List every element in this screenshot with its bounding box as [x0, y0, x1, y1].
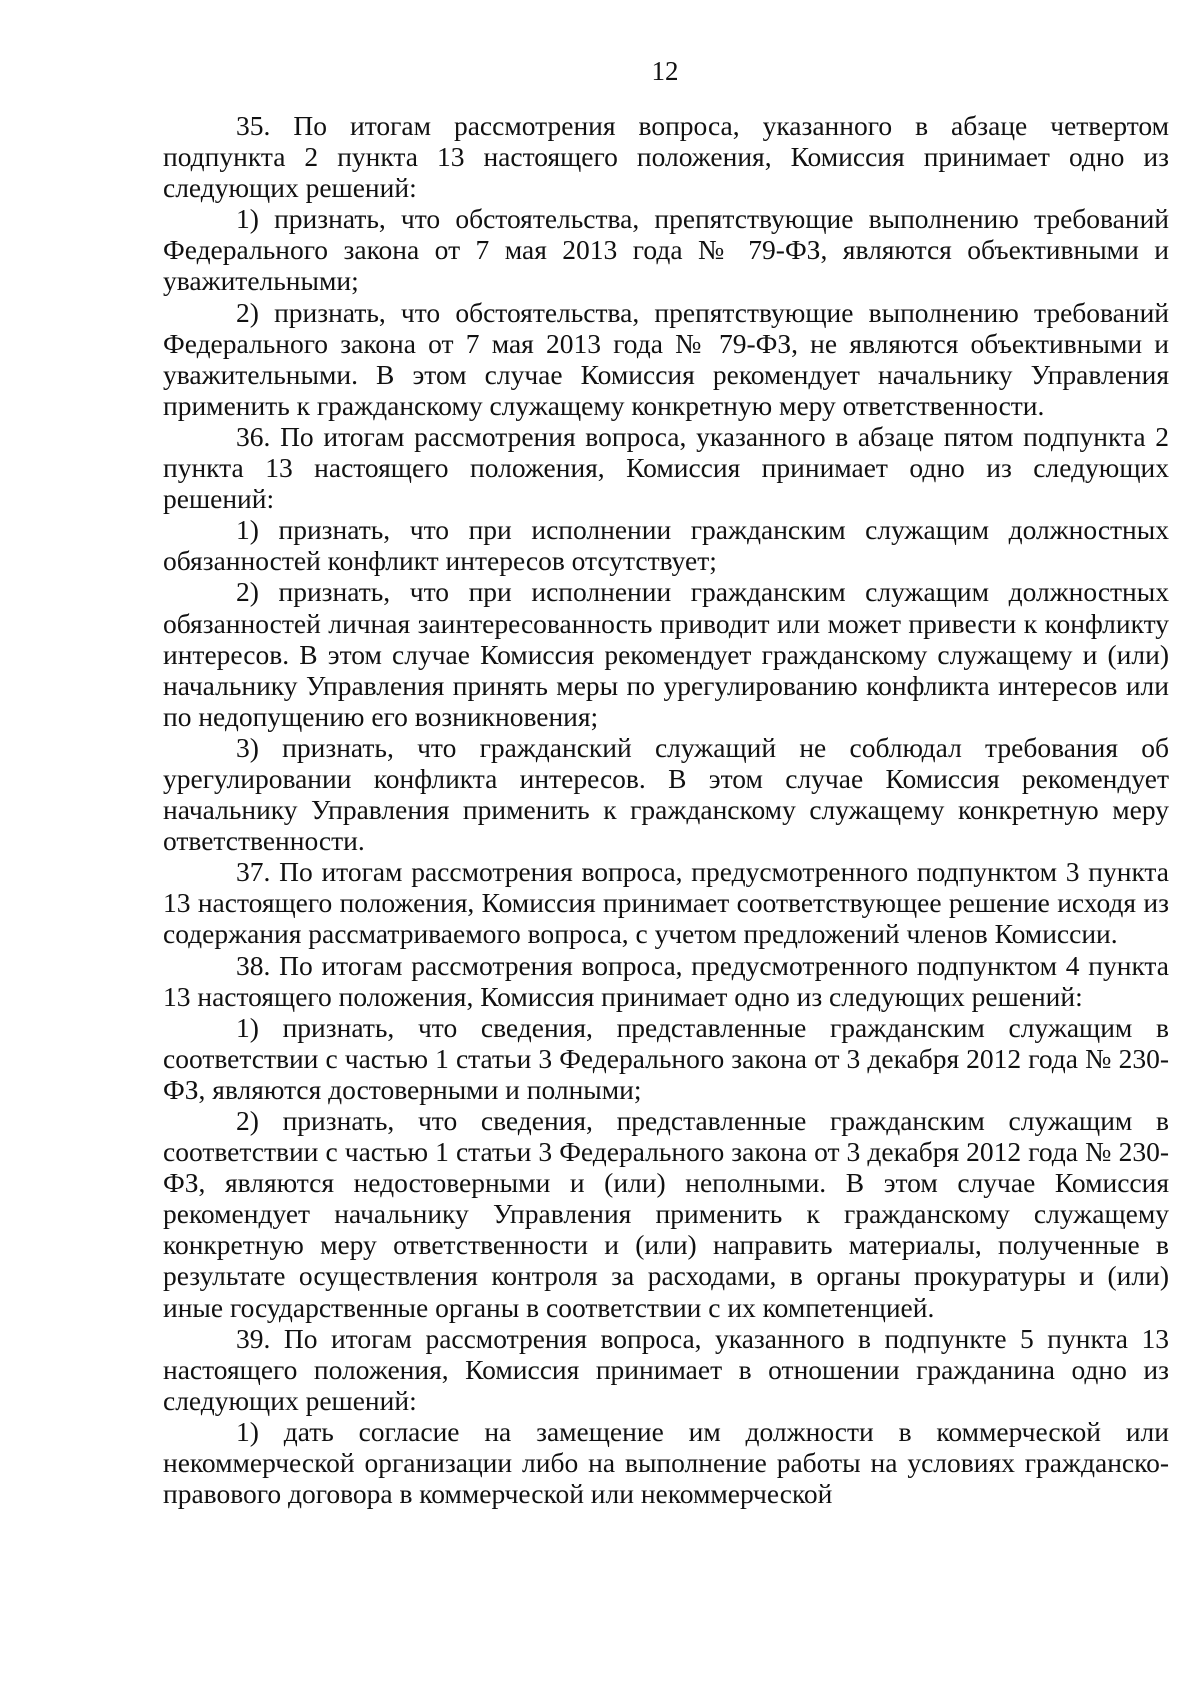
- paragraph-38-item-2: 2) признать, что сведения, представленные гражданским служащим в соответствии с частью 1 статьи 3 Федерального закона от 3 декабря 2012 года № 230-ФЗ, являются недостоверными и (или) неполными. В этом случае Комиссия рекомендует начальнику Управления применить к гражданскому служащему конкретную меру ответственности и (или) направить материалы, полученные в результате осуществления контроля за расходами, в органы прокуратуры и (или) иные государственные органы в соответствии с их компетенцией.: [163, 1105, 1169, 1323]
- paragraph-35: 35. По итогам рассмотрения вопроса, указанного в абзаце четвертом подпункта 2 пункта 13 настоящего положения, Комиссия принимает одно из следующих решений:: [163, 110, 1169, 204]
- paragraph-36-item-3: 3) признать, что гражданский служащий не соблюдал требования об урегулировании конфликта интересов. В этом случае Комиссия рекомендует начальнику Управления применить к гражданскому служащему конкретную меру ответственности.: [163, 731, 1169, 857]
- paragraph-39-item-1: 1) дать согласие на замещение им должности в коммерческой или некоммерческой организации либо на выполнение работы на условиях гражданско-правового договора в коммерческой или некоммерческой: [163, 1415, 1169, 1510]
- paragraph-39: 39. По итогам рассмотрения вопроса, указанного в подпункте 5 пункта 13 настоящего положения, Комиссия принимает в отношении гражданина одно из следующих решений:: [163, 1322, 1169, 1416]
- document-body: [163, 110, 1169, 1509]
- paragraph-38: 38. По итогам рассмотрения вопроса, предусмотренного подпунктом 4 пункта 13 настоящего положения, Комиссия принимает одно из следующих решений:: [163, 949, 1169, 1012]
- paragraph-35-item-2: 2) признать, что обстоятельства, препятствующие выполнению требований Федерального закона от 7 мая 2013 года № 79-ФЗ, не являются объективными и уважительными. В этом случае Комиссия рекомендует начальнику Управления применить к гражданскому служащему конкретную меру ответственности.: [163, 296, 1169, 421]
- page-number: 12: [651, 56, 679, 86]
- paragraph-36-item-2: 2) признать, что при исполнении гражданским служащим должностных обязанностей личная заинтересованность приводит или может привести к конфликту интересов. В этом случае Комиссия рекомендует гражданскому служащему и (или) начальнику Управления принять меры по урегулированию конфликта интересов или по недопущению его возникновения;: [163, 576, 1169, 732]
- paragraph-35-item-1: 1) признать, что обстоятельства, препятствующие выполнению требований Федерального закона от 7 мая 2013 года № 79-ФЗ, являются объективными и уважительными;: [163, 203, 1169, 297]
- paragraph-38-item-1: 1) признать, что сведения, представленные гражданским служащим в соответствии с частью 1 статьи 3 Федерального закона от 3 декабря 2012 года № 230-ФЗ, являются достоверными и полными;: [163, 1011, 1169, 1105]
- paragraph-36: 36. По итогам рассмотрения вопроса, указанного в абзаце пятом подпункта 2 пункта 13 настоящего положения, Комиссия принимает одно из следующих решений:: [163, 420, 1169, 515]
- paragraph-36-item-1: 1) признать, что при исполнении гражданским служащим должностных обязанностей конфликт интересов отсутствует;: [163, 514, 1169, 577]
- paragraph-37: 37. По итогам рассмотрения вопроса, предусмотренного подпунктом 3 пункта 13 настоящего положения, Комиссия принимает соответствующее решение исходя из содержания рассматриваемого вопроса, с учетом предложений членов Комиссии.: [163, 856, 1169, 950]
